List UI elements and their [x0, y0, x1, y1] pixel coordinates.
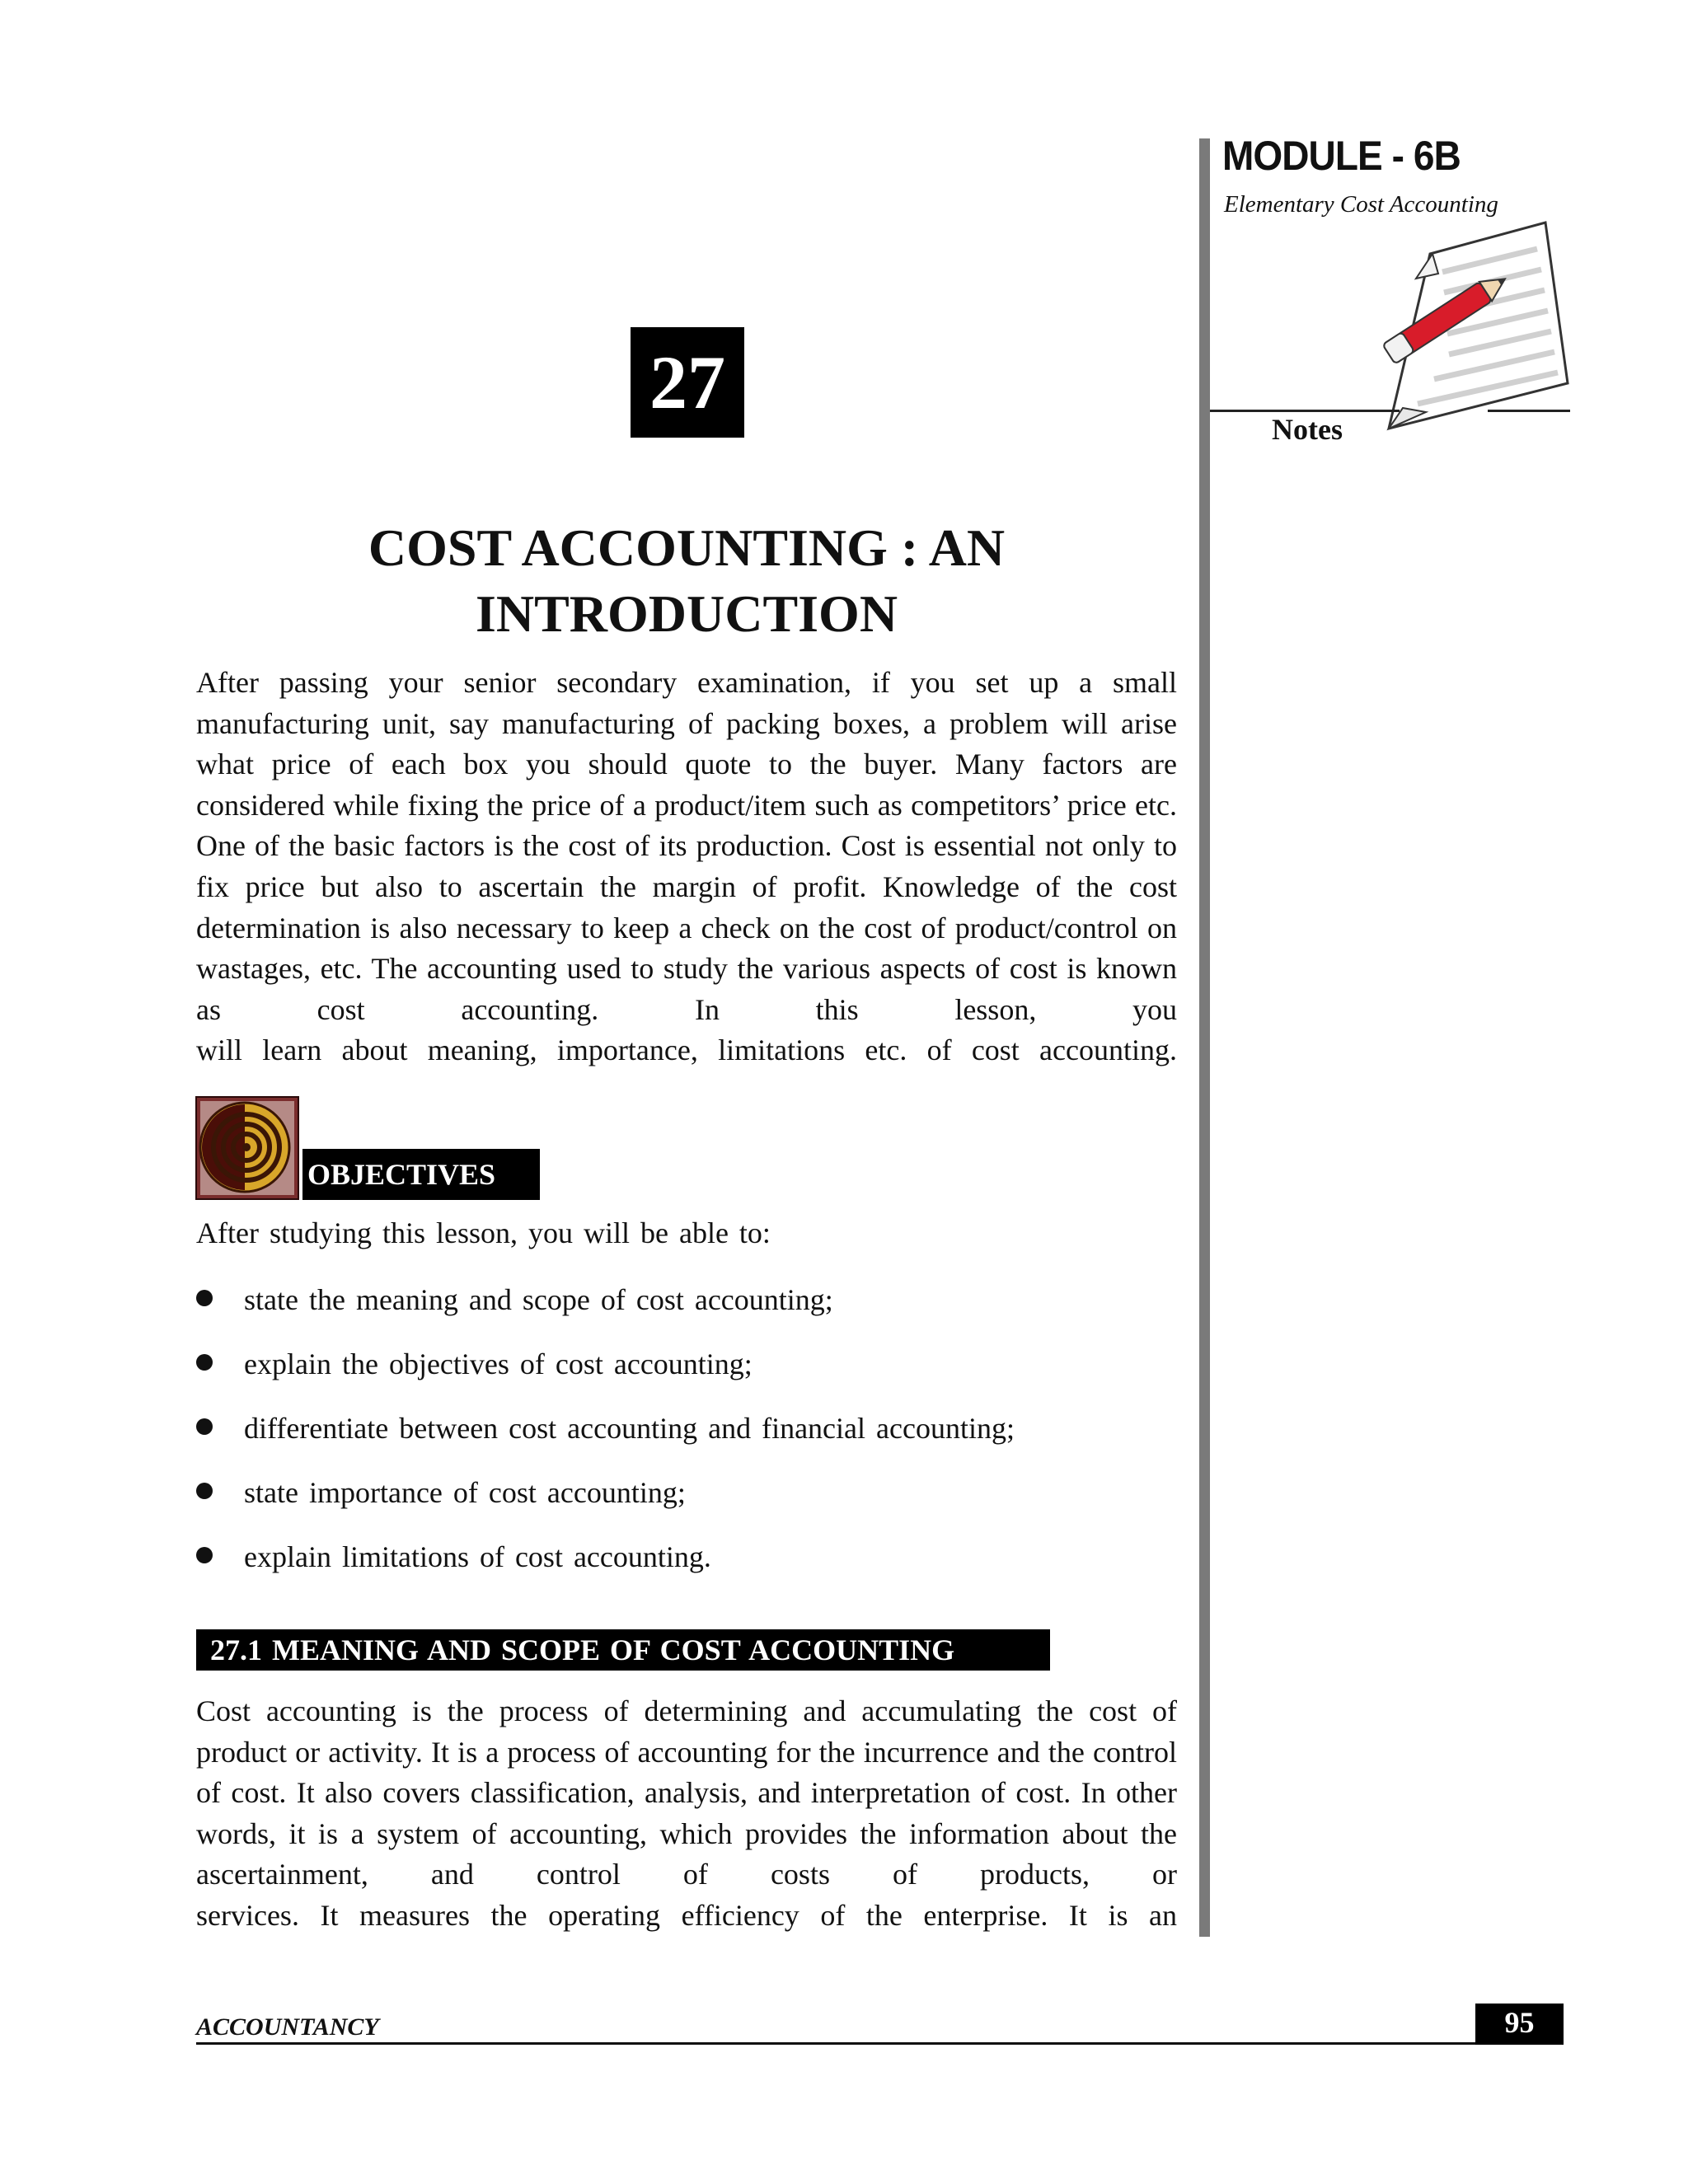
chapter-title-line-1: COST ACCOUNTING : AN [368, 518, 1006, 577]
intro-paragraph [196, 663, 1177, 1071]
page-number: 95 [1475, 2004, 1564, 2045]
module-subtitle: Elementary Cost Accounting [1224, 191, 1498, 218]
list-item: explain the objectives of cost accounting; [196, 1344, 1015, 1408]
bullet-icon [196, 1483, 213, 1499]
target-objectives-icon [195, 1096, 299, 1200]
section-heading: 27.1 MEANING AND SCOPE OF COST ACCOUNTING [196, 1629, 1050, 1671]
objectives-intro: After studying this lesson, you will be able to: [196, 1216, 771, 1249]
footer-rule [196, 2042, 1489, 2045]
footer-subject-label: ACCOUNTANCY [196, 2013, 379, 2041]
notes-rule-right [1488, 410, 1570, 412]
list-item: explain limitations of cost accounting. [196, 1537, 1015, 1601]
chapter-title-line-2: INTRODUCTION [475, 584, 898, 643]
notes-label: Notes [1272, 413, 1343, 446]
bullet-icon [196, 1290, 213, 1306]
list-item: differentiate between cost accounting and financial accounting; [196, 1408, 1015, 1473]
list-item: state importance of cost accounting; [196, 1473, 1015, 1537]
objectives-heading: OBJECTIVES [302, 1149, 540, 1200]
bullet-icon [196, 1547, 213, 1563]
list-item: state the meaning and scope of cost accounting; [196, 1280, 1015, 1344]
intro-paragraph-body: After passing your senior secondary examination, if you set up a small manufacturing unit, say manufacturing of packing boxes, a problem will arise what price of each box you should quote to the buyer. Many factors are considered while fixing the price of a product/item such as competitors’ price etc. One of the basic factors is the cost of its production. Cost is essential not only to fix price but also to ascertain the margin of profit. Knowledge of the cost determination is also necessary to keep a check on the cost of product/control on wastages, etc. The accounting used to study the various aspects of cost is known as cost accounting. In this lesson, you [196, 666, 1177, 1026]
chapter-number: 27 [631, 327, 744, 438]
bullet-icon [196, 1418, 213, 1435]
margin-divider [1199, 138, 1210, 1937]
section-paragraph-body: Cost accounting is the process of determining and accumulating the cost of product or activity. It is a process of accounting for the incurrence and the control of cost. It also covers classification, analysis, and interpretation of cost. In other words, it is a system of accounting, which provides the information about the ascertainment, and control of costs of products, or [196, 1694, 1177, 1891]
chapter-title [196, 515, 1177, 647]
section-paragraph [196, 1691, 1177, 1937]
bullet-icon [196, 1354, 213, 1371]
objectives-list [196, 1280, 1015, 1601]
intro-paragraph-last-line: will learn about meaning, importance, limitations etc. of cost accounting. [196, 1033, 1177, 1067]
module-title: MODULE - 6B [1222, 133, 1461, 179]
section-paragraph-last-line: services. It measures the operating efficiency of the enterprise. It is an [196, 1898, 1177, 1932]
